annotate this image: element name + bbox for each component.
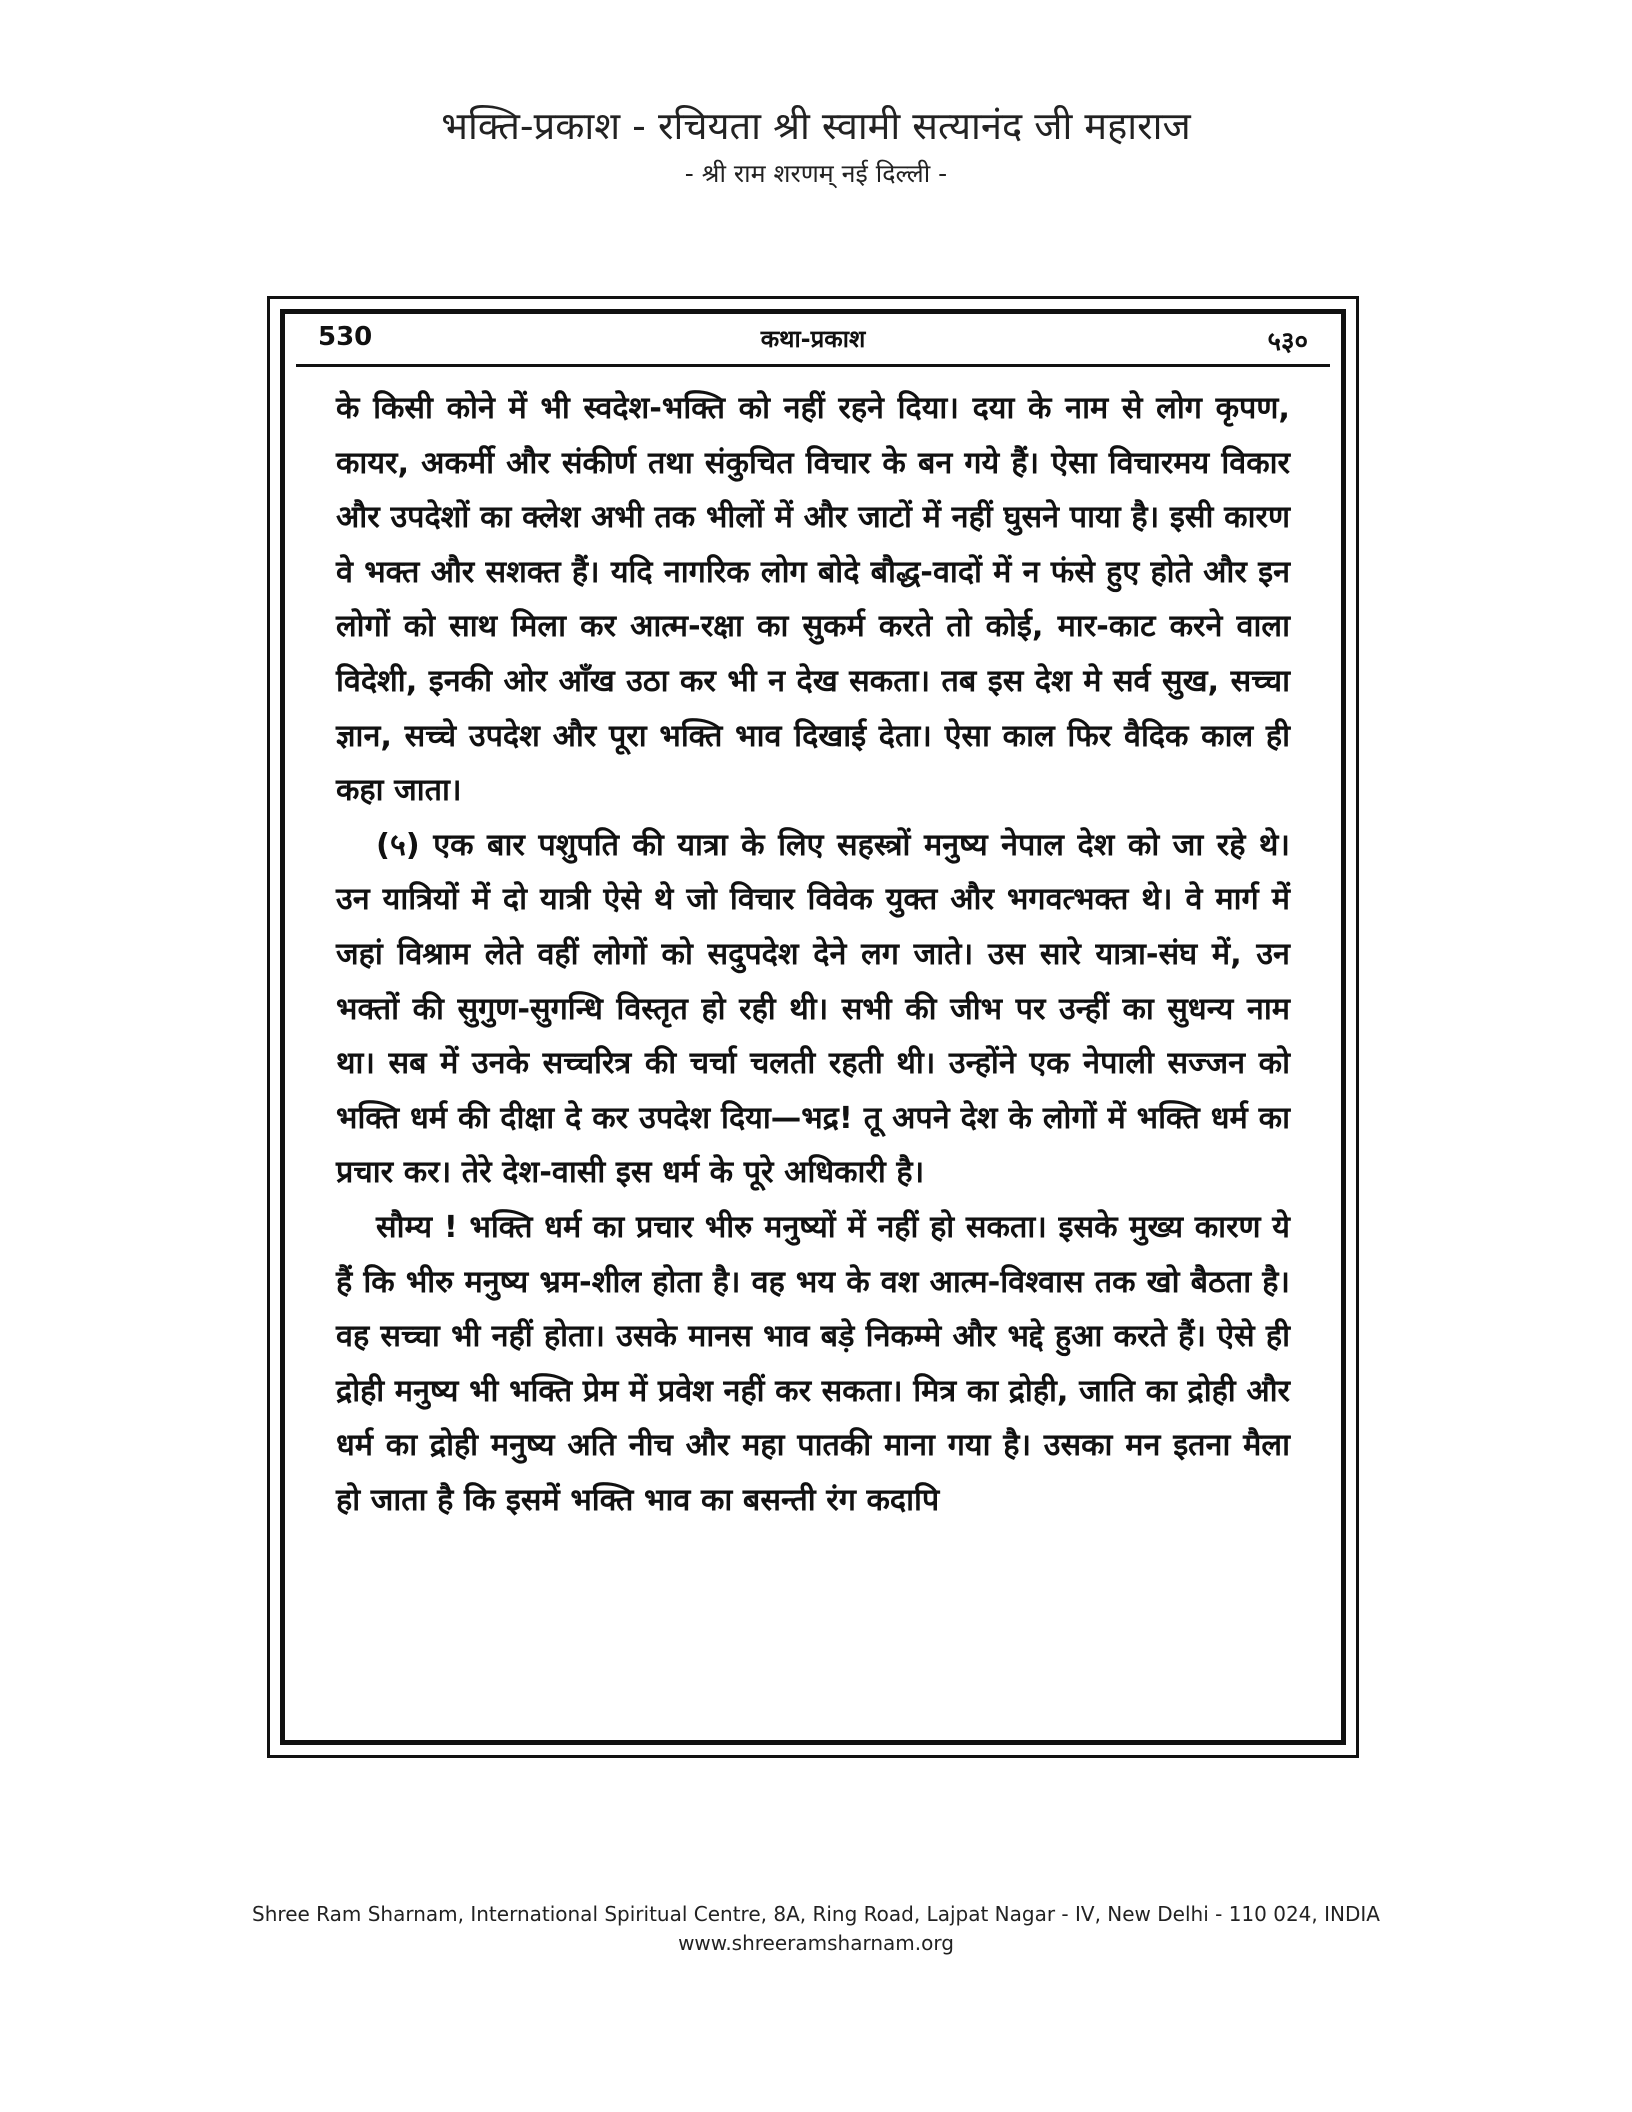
- document-footer: [0, 1900, 1632, 1958]
- section-title: कथा-प्रकाश: [760, 325, 866, 353]
- header-divider: [296, 364, 1330, 367]
- document-header: [0, 100, 1632, 196]
- document-title: भक्ति-प्रकाश - रचियता श्री स्वामी सत्यानंद जी महाराज: [441, 104, 1191, 148]
- page-number-devanagari: ५३०: [1267, 327, 1308, 357]
- paragraph-1: के किसी कोने में भी स्वदेश-भक्ति को नहीं रहने दिया। दया के नाम से लोग कृपण, कायर, अकर्मी और संकीर्ण तथा संकुचित विचार के बन गये हैं। ऐसा विचारमय विकार और उपदेशों का क्लेश अभी तक भीलों में और जाटों में नहीं घुसने पाया है। इसी कारण वे भक्त और सशक्त हैं। यदि नागरिक लोग बोदे बौद्ध-वादों में न फंसे हुए होते और इन लोगों को साथ मिला कर आत्म-रक्षा का सुकर्म करते तो कोई, मार-काट करने वाला विदेशी, इनकी ओर आँख उठा कर भी न देख सकता। तब इस देश मे सर्व सुख, सच्चा ज्ञान, सच्चे उपदेश और पूरा भक्ति भाव दिखाई देता। ऐसा काल फिर वैदिक काल ही कहा जाता।: [336, 391, 1290, 809]
- page-number-latin: 530: [318, 322, 373, 352]
- book-page-header: [296, 318, 1330, 364]
- paragraph-3: सौम्य ! भक्ति धर्म का प्रचार भीरु मनुष्यों में नहीं हो सकता। इसके मुख्य कारण ये हैं कि भीरु मनुष्य भ्रम-शील होता है। वह भय के वश आत्म-विश्वास तक खो बैठता है। वह सच्चा भी नहीं होता। उसके मानस भाव बड़े निकम्मे और भद्दे हुआ करते हैं। ऐसे ही द्रोही मनुष्य भी भक्ति प्रेम में प्रवेश नहीं कर सकता। मित्र का द्रोही, जाति का द्रोही और धर्म का द्रोही मनुष्य अति नीच और महा पातकी माना गया है। उसका मन इतना मैला हो जाता है कि इसमें भक्ति भाव का बसन्ती रंग कदापि: [336, 1209, 1290, 1518]
- paragraph-2: (५) एक बार पशुपति की यात्रा के लिए सहस्त्रों मनुष्य नेपाल देश को जा रहे थे। उन यात्रियों में दो यात्री ऐसे थे जो विचार विवेक युक्त और भगवत्भक्त थे। वे मार्ग में जहां विश्राम लेते वहीं लोगों को सदुपदेश देने लग जाते। उस सारे यात्रा-संघ में, उन भक्तों की सुगुण-सुगन्धि विस्तृत हो रही थी। सभी की जीभ पर उन्हीं का सुधन्य नाम था। सब में उनके सच्चरित्र की चर्चा चलती रहती थी। उन्होंने एक नेपाली सज्जन को भक्ति धर्म की दीक्षा दे कर उपदेश दिया—भद्र! तू अपने देश के लोगों में भक्ति धर्म का प्रचार कर। तेरे देश-वासी इस धर्म के पूरे अधिकारी है।: [336, 827, 1290, 1191]
- footer-website: www.shreeramsharnam.org: [678, 1931, 954, 1955]
- page-body: [336, 382, 1290, 1528]
- document-subtitle: - श्री राम शरणम् नई दिल्ली -: [684, 159, 948, 188]
- footer-address: Shree Ram Sharnam, International Spiritual Centre, 8A, Ring Road, Lajpat Nagar - IV, New Delhi - 110 024, INDIA: [252, 1902, 1380, 1926]
